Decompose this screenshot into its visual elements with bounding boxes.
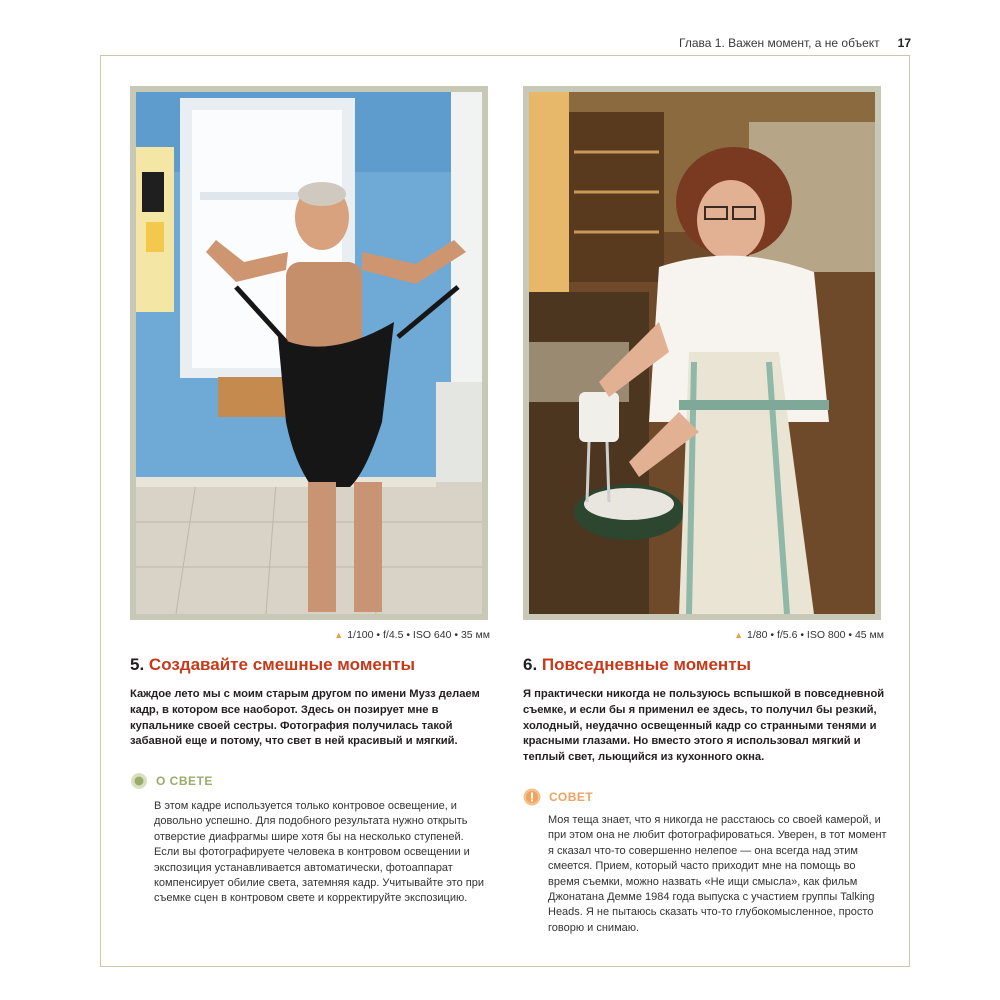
sidebar-tip-title: СОВЕТ [549,790,594,804]
running-header [679,36,911,50]
exclamation-icon [523,788,541,806]
photo1-caption [334,629,490,641]
section5-body: Каждое лето мы с моим старым другом по имени Музз делаем кадр, в котором все наоборот. Здесь он позирует мне в купальнике своей сестры. Фотография получилась такой забавной еще и потому, что свет в ней красивый и мягкий. [130,688,480,748]
sidebar-tip-heading [523,788,593,806]
photo-man-in-swimsuit [130,86,488,620]
triangle-icon: ▲ [734,630,744,640]
sun-icon [130,772,148,790]
photo2-exposure: 1/80 • f/5.6 • ISO 800 • 45 мм [747,629,884,641]
section5-number: 5. [130,655,145,674]
section6-number: 6. [523,655,538,674]
sidebar-light-heading [130,772,213,790]
section6-body: Я практически никогда не пользуюсь вспышкой в повседневной съемке, и если бы я применил ее здесь, то получил бы резкий, холодный, неудачно освещенный кадр со странными тенями и красными глазами. Но вместо этого я использовал мягкий и теплый свет, льющийся из кухонного окна. [523,688,885,764]
section6-heading [523,655,751,675]
triangle-icon: ▲ [334,630,344,640]
chapter-title: Глава 1. Важен момент, а не объект [679,36,880,50]
section5-title: Создавайте смешные моменты [148,655,415,674]
page-number: 17 [897,36,911,50]
sidebar-tip-text: Моя теща знает, что я никогда не расстаюсь со своей камерой, и при этом она не любит фотографироваться. Уверен, в тот момент я сказал что-то совершенно нелепое — она всегда над этим смеется. Прием, который часто приходит мне на помощь во время съемки, можно назвать «Не ищи смысла», как фильм Джонатана Демме 1984 года выпуска с участием группы Talking Heads. Я не пытаюсь сказать что-то глубокомысленное, просто говорю и снимаю. [548,814,887,934]
sidebar-light-title: О СВЕТЕ [156,774,213,788]
section6-title: Повседневные моменты [541,655,752,674]
sidebar-light-text: В этом кадре используется только контровое освещение, и довольно успешно. Для подобного результата нужно открыть отверстие диафрагмы шире хотя бы на несколько ступеней. Если вы фотографируете человека в контровом освещении и экспозиция устанавливается автоматически, фотоаппарат компенсирует обилие света, затемняя кадр. Учитывайте это при съемке сцен в контровом свете и корректируйте экспозицию. [154,800,484,905]
photo2-caption [734,629,884,641]
photo-woman-in-kitchen [523,86,881,620]
section5-heading [130,655,415,675]
photo1-exposure: 1/100 • f/4.5 • ISO 640 • 35 мм [347,629,490,641]
